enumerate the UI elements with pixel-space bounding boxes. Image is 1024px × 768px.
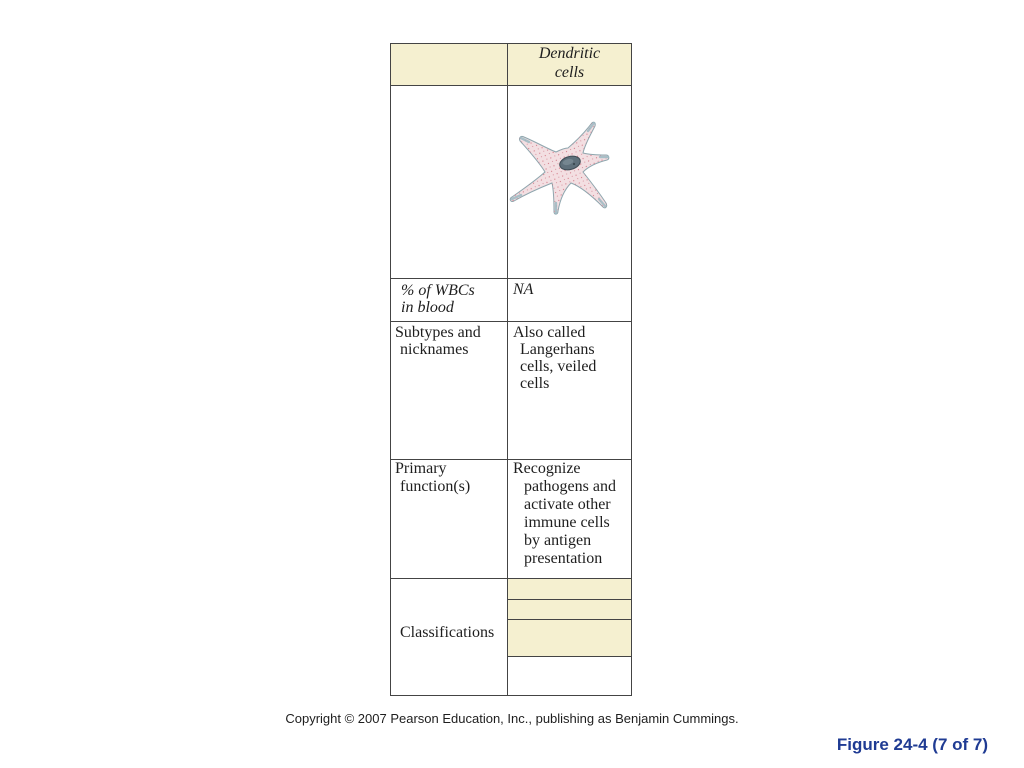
cell-granules	[510, 122, 609, 214]
classification-band	[508, 600, 631, 619]
row-label-wbc-percent	[391, 279, 507, 321]
row-label-subtypes	[391, 322, 507, 459]
row-value-line: pathogens and	[524, 478, 616, 495]
illustration-cell	[508, 86, 631, 278]
classification-band	[508, 579, 631, 599]
row-value-line: Recognize	[513, 460, 581, 477]
row-label-line: Primary	[395, 460, 447, 477]
header-dendritic-cells	[508, 44, 631, 85]
row-value-line: by antigen	[524, 532, 592, 549]
copyright-notice: Copyright © 2007 Pearson Education, Inc., publishing as Benjamin Cummings.	[285, 711, 739, 726]
row-label-line: % of WBCs	[401, 282, 475, 299]
row-label-line: in blood	[401, 299, 454, 316]
figure-label: Figure 24-4 (7 of 7)	[836, 735, 988, 754]
header-blank-cell	[391, 44, 507, 85]
column-title-line: Dendritic	[538, 45, 601, 62]
row-label-line: function(s)	[400, 478, 471, 495]
row-value-line: NA	[513, 281, 534, 298]
row-value-line: activate other	[524, 496, 611, 513]
row-label-primary-function	[391, 460, 507, 578]
row-label-line: Classifications	[400, 624, 495, 641]
column-title-line: cells	[554, 64, 585, 81]
row-value-line: cells, veiled	[520, 358, 597, 375]
illustration-label-cell	[391, 86, 507, 278]
classification-band	[508, 620, 631, 656]
nucleus-chromatin	[573, 163, 575, 165]
row-value-classifications	[508, 579, 631, 695]
row-value-wbc-percent	[508, 279, 631, 321]
row-value-primary-function	[508, 460, 631, 578]
row-label-classifications	[391, 579, 507, 695]
row-label-line: Subtypes and	[395, 324, 481, 341]
classification-band	[508, 657, 631, 695]
row-value-line: Langerhans	[520, 341, 595, 358]
row-value-line: immune cells	[524, 514, 610, 531]
cell-comparison-table	[390, 43, 632, 696]
row-value-line: presentation	[524, 550, 603, 567]
row-value-line: Also called	[513, 324, 586, 341]
dendritic-cell-illustration	[508, 86, 631, 278]
row-label-line: nicknames	[400, 341, 469, 358]
row-value-line: cells	[520, 375, 550, 392]
row-value-subtypes	[508, 322, 631, 459]
